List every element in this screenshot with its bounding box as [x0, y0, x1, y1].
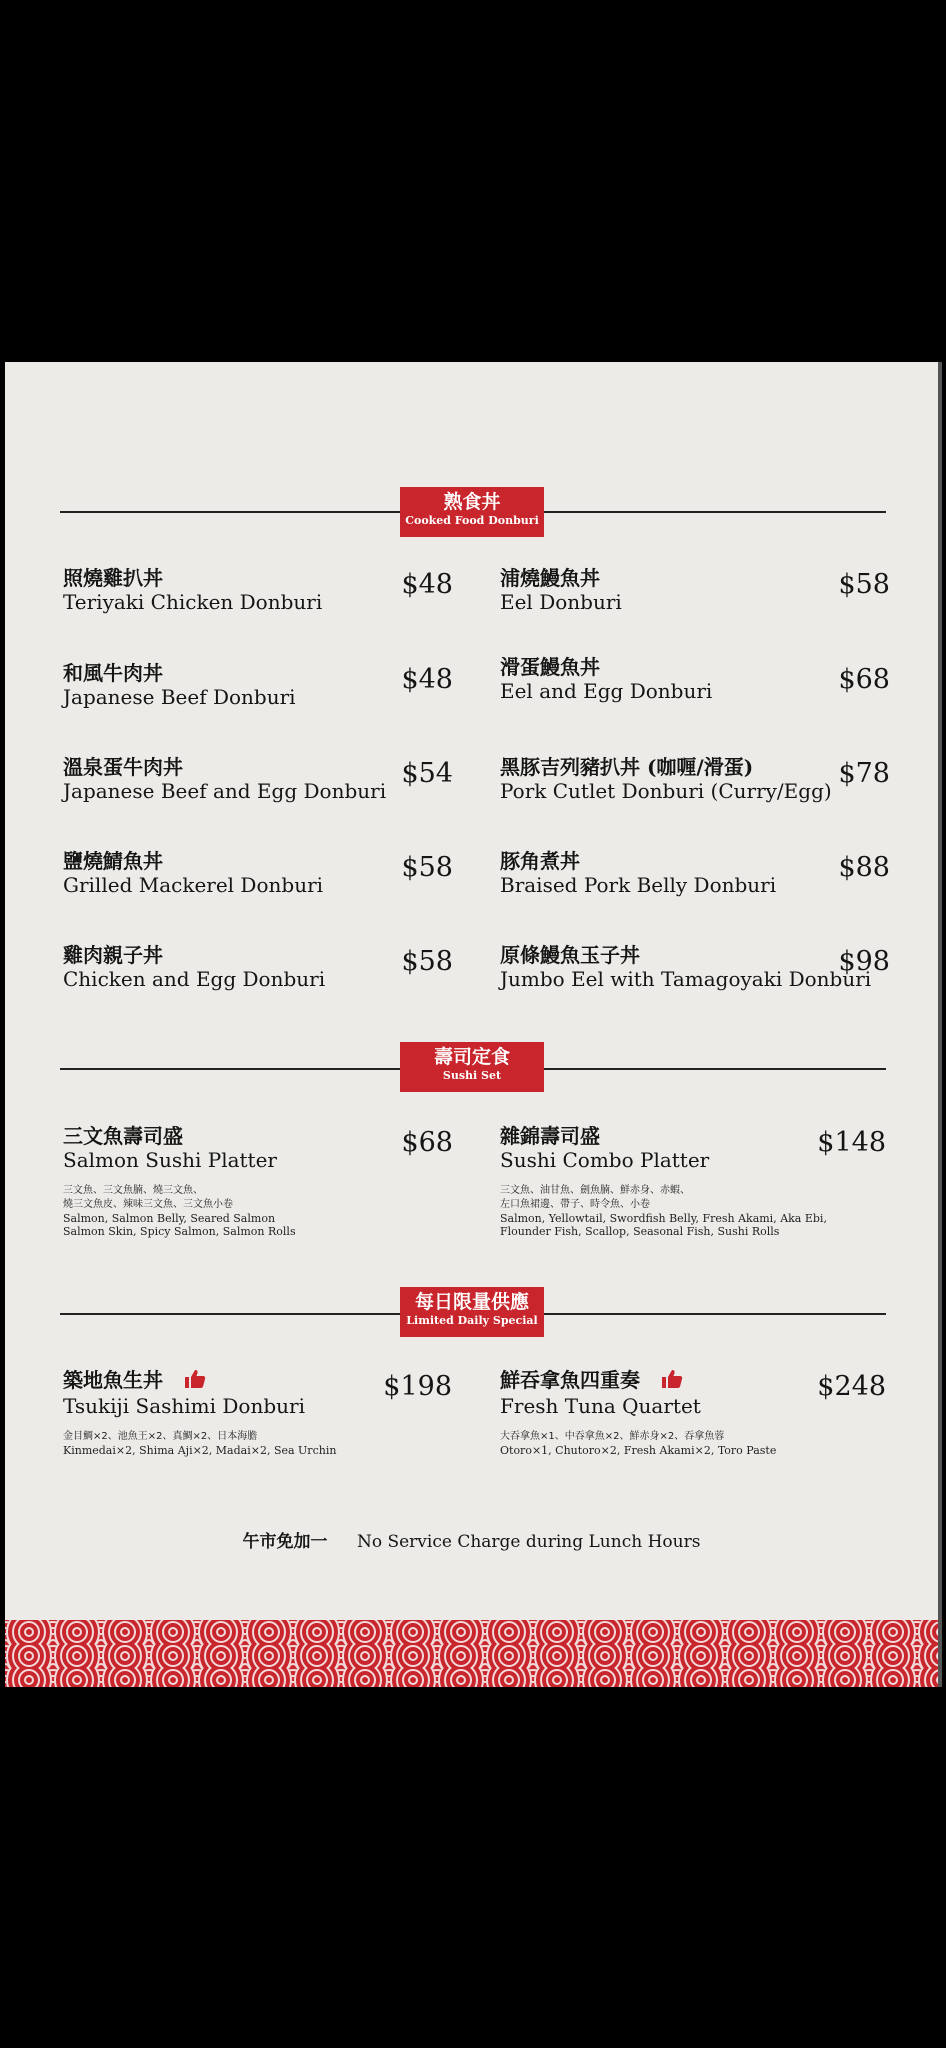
- item-name-en: Chicken and Egg Donburi: [63, 967, 326, 991]
- menu-item: [500, 566, 890, 614]
- menu-item: [63, 566, 453, 614]
- item-name-zh: 雜錦壽司盛: [500, 1124, 600, 1148]
- desc-line: 金目鯛×2、池魚王×2、真鯛×2、日本海膽: [63, 1431, 258, 1442]
- item-name-zh: 雞肉親子丼: [63, 943, 163, 967]
- item-description-zh: [500, 1430, 886, 1444]
- section-title-en: Sushi Set: [442, 1069, 502, 1082]
- menu-page: [5, 362, 938, 1687]
- menu-item: [63, 755, 453, 803]
- section-title-en: Limited Daily Special: [406, 1314, 538, 1327]
- section-title-zh: 壽司定食: [433, 1046, 510, 1068]
- item-name-en: Grilled Mackerel Donburi: [63, 873, 324, 897]
- item-description-zh: [63, 1184, 453, 1212]
- item-price: $54: [401, 758, 453, 789]
- menu-item: [500, 755, 890, 803]
- item-price: $88: [838, 852, 890, 883]
- menu-item: [500, 943, 890, 991]
- item-name-zh: 滑蛋鰻魚丼: [500, 655, 600, 679]
- section-title-special: [400, 1287, 544, 1337]
- item-name-zh: 溫泉蛋牛肉丼: [63, 755, 183, 779]
- item-name-en: Pork Cutlet Donburi (Curry/Egg): [500, 779, 832, 803]
- section-title-cooked: [400, 487, 544, 537]
- item-description-en: [500, 1212, 886, 1238]
- wave-pattern-band: [5, 1620, 938, 1687]
- item-price: $198: [383, 1371, 452, 1402]
- item-description-en: [63, 1212, 453, 1238]
- menu-item: [63, 661, 453, 709]
- section-title-en: Cooked Food Donburi: [405, 514, 539, 527]
- desc-line: 左口魚裙邊、帶子、時令魚、小卷: [500, 1199, 650, 1210]
- desc-line: 燒三文魚皮、辣味三文魚、三文魚小卷: [63, 1199, 233, 1210]
- menu-item: [500, 655, 890, 703]
- thumbs-up-icon: [184, 1369, 206, 1394]
- item-price: $68: [401, 1127, 453, 1158]
- thumbs-up-icon: [661, 1369, 683, 1394]
- item-name-zh: 照燒雞扒丼: [63, 566, 163, 590]
- section-title-zh: 每日限量供應: [414, 1291, 529, 1313]
- item-name-en: Japanese Beef Donburi: [63, 685, 296, 709]
- menu-item: [500, 1368, 886, 1457]
- page-edge-shadow: [938, 362, 942, 1687]
- menu-item: [63, 943, 453, 991]
- footer-note-zh: 午市免加一: [242, 1532, 328, 1552]
- item-price: $68: [838, 664, 890, 695]
- item-name-zh: 黑豚吉列豬扒丼 (咖喱/滑蛋): [500, 755, 754, 779]
- desc-line: Salmon Skin, Spicy Salmon, Salmon Rolls: [63, 1225, 296, 1238]
- item-name-en: Teriyaki Chicken Donburi: [63, 590, 323, 614]
- desc-line: Flounder Fish, Scallop, Seasonal Fish, Sushi Rolls: [500, 1225, 780, 1238]
- footer-note-en: No Service Charge during Lunch Hours: [356, 1532, 701, 1552]
- item-name-en: Fresh Tuna Quartet: [500, 1394, 701, 1418]
- item-name-en: Sushi Combo Platter: [500, 1148, 710, 1172]
- item-name-en: Jumbo Eel with Tamagoyaki Donburi: [500, 967, 872, 991]
- desc-line: 三文魚、油甘魚、劍魚腩、鮮赤身、赤蝦、: [500, 1185, 690, 1196]
- menu-item: [63, 1124, 453, 1238]
- item-name-zh-text: 築地魚生丼: [63, 1368, 163, 1392]
- item-name-zh: 三文魚壽司盛: [63, 1124, 183, 1148]
- item-description-en: [63, 1444, 452, 1457]
- item-description-zh: [63, 1430, 452, 1444]
- item-name-en: Eel and Egg Donburi: [500, 679, 713, 703]
- item-name-zh: 浦燒鰻魚丼: [500, 566, 600, 590]
- menu-item: [63, 1368, 452, 1457]
- item-name-zh: 原條鰻魚玉子丼: [500, 943, 640, 967]
- item-name-en: Eel Donburi: [500, 590, 622, 614]
- item-name-zh: 豚角煮丼: [500, 849, 580, 873]
- item-description-en: [500, 1444, 886, 1457]
- item-name-en: Braised Pork Belly Donburi: [500, 873, 777, 897]
- item-price: $58: [401, 946, 453, 977]
- section-title-zh: 熟食丼: [443, 491, 501, 513]
- item-name-zh-text: 鮮吞拿魚四重奏: [500, 1368, 640, 1392]
- section-title-sushi: [400, 1042, 544, 1092]
- item-name-en: Japanese Beef and Egg Donburi: [63, 779, 387, 803]
- item-description-zh: [500, 1184, 886, 1212]
- service-charge-note: [5, 1527, 938, 1552]
- item-price: $78: [838, 758, 890, 789]
- item-name-zh: 鹽燒鯖魚丼: [63, 849, 163, 873]
- desc-line: 大吞拿魚×1、中吞拿魚×2、鮮赤身×2、吞拿魚蓉: [500, 1431, 725, 1442]
- desc-line: Salmon, Yellowtail, Swordfish Belly, Fresh Akami, Aka Ebi,: [500, 1212, 827, 1225]
- desc-line: Kinmedai×2, Shima Aji×2, Madai×2, Sea Urchin: [63, 1444, 337, 1457]
- desc-line: 三文魚、三文魚腩、燒三文魚、: [63, 1185, 203, 1196]
- menu-item: [500, 849, 890, 897]
- item-price: $248: [817, 1371, 886, 1402]
- item-price: $48: [401, 664, 453, 695]
- desc-line: Salmon, Salmon Belly, Seared Salmon: [63, 1212, 276, 1225]
- item-price: $98: [838, 946, 890, 977]
- item-name-en: Salmon Sushi Platter: [63, 1148, 277, 1172]
- item-price: $58: [401, 852, 453, 883]
- item-price: $148: [817, 1127, 886, 1158]
- menu-item: [63, 849, 453, 897]
- item-price: $48: [401, 569, 453, 600]
- item-price: $58: [838, 569, 890, 600]
- item-name-en: Tsukiji Sashimi Donburi: [63, 1394, 305, 1418]
- item-name-zh: 和風牛肉丼: [63, 661, 163, 685]
- desc-line: Otoro×1, Chutoro×2, Fresh Akami×2, Toro Paste: [500, 1444, 777, 1457]
- menu-item: [500, 1124, 886, 1238]
